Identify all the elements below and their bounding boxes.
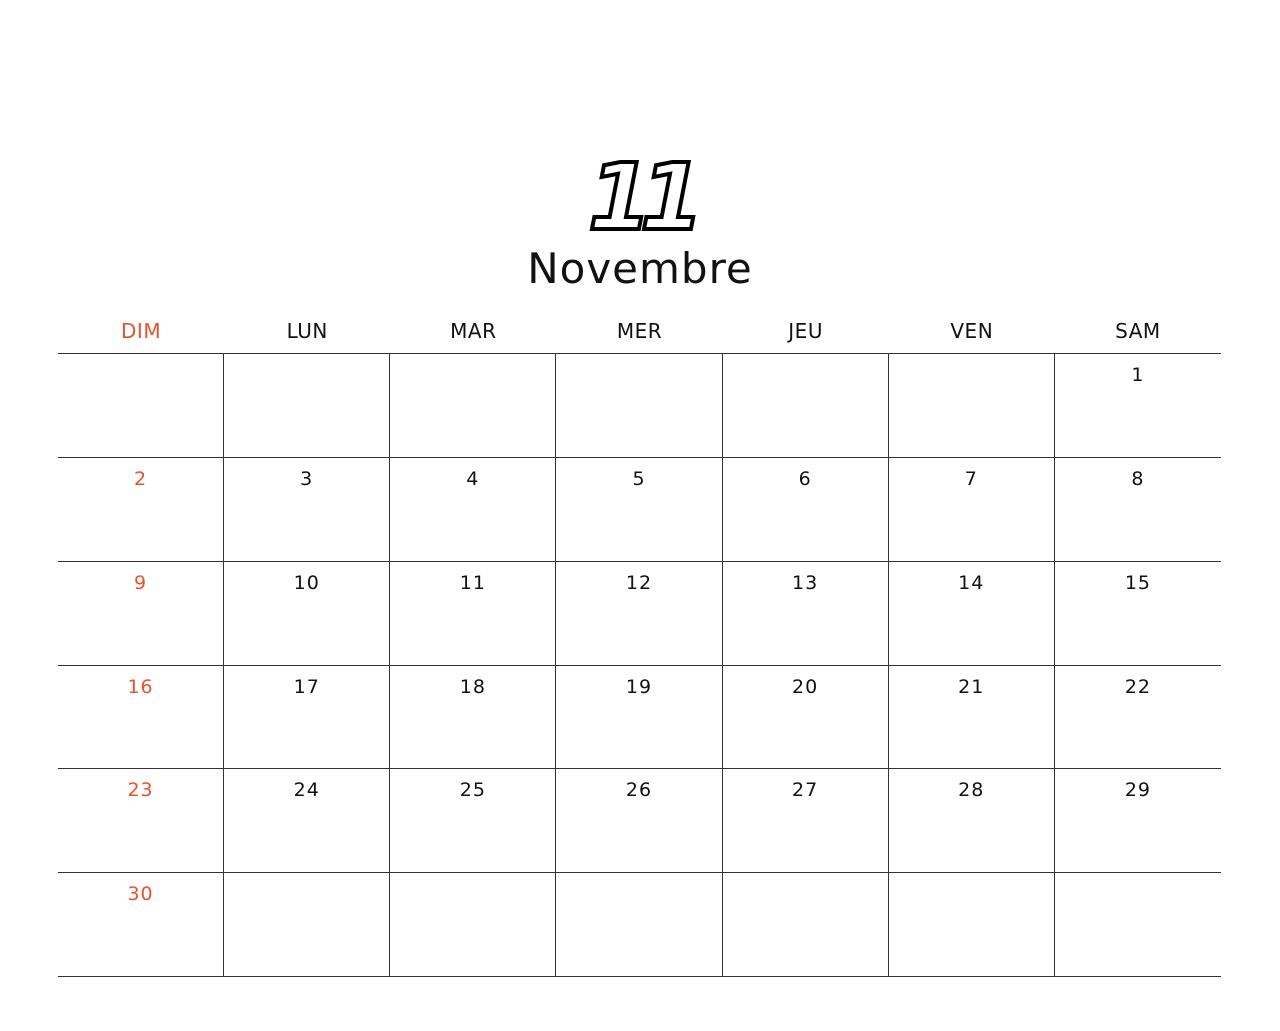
day-number: 26 — [625, 779, 653, 802]
day-cell[interactable] — [1055, 354, 1221, 458]
day-cell[interactable] — [58, 354, 224, 458]
weekday-saturday: SAM — [1115, 319, 1161, 343]
month-number: 11 — [587, 144, 693, 251]
day-cell[interactable] — [1055, 873, 1221, 977]
day-number: 12 — [625, 571, 653, 594]
day-number: 8 — [1131, 467, 1145, 490]
day-cell[interactable] — [723, 458, 889, 562]
day-number — [224, 873, 389, 883]
weekday-thursday: JEU — [788, 319, 823, 343]
day-cell[interactable] — [889, 769, 1055, 873]
day-number: 24 — [293, 779, 320, 802]
day-number: 11 — [459, 571, 486, 594]
day-cell[interactable] — [224, 873, 390, 977]
day-number — [556, 354, 721, 364]
day-cell[interactable] — [556, 458, 722, 562]
day-cell[interactable] — [58, 666, 224, 770]
day-number: 23 — [127, 779, 154, 802]
day-number: 29 — [1124, 779, 1151, 802]
day-number: 25 — [459, 779, 486, 802]
day-number: 18 — [459, 675, 486, 698]
day-cell[interactable] — [556, 769, 722, 873]
weekday-sunday: DIM — [121, 319, 162, 343]
day-cell[interactable] — [58, 873, 224, 977]
weekday-tuesday: MAR — [450, 319, 497, 343]
day-number: 19 — [625, 675, 653, 698]
weekday-wednesday: MER — [616, 319, 663, 343]
day-cell[interactable] — [723, 666, 889, 770]
day-cell[interactable] — [224, 562, 390, 666]
day-cell[interactable] — [556, 666, 722, 770]
day-number: 28 — [958, 779, 985, 802]
day-number: 10 — [293, 571, 320, 594]
weekday-header-row — [58, 314, 1221, 352]
day-number — [556, 873, 721, 883]
day-number: 1 — [1131, 364, 1145, 386]
day-number: 16 — [127, 675, 154, 698]
day-cell[interactable] — [58, 769, 224, 873]
day-cell[interactable] — [556, 562, 722, 666]
calendar-grid — [58, 353, 1221, 977]
day-cell[interactable] — [390, 562, 556, 666]
day-cell[interactable] — [390, 873, 556, 977]
day-cell[interactable] — [1055, 769, 1221, 873]
day-number — [889, 873, 1054, 883]
day-number: 5 — [632, 467, 646, 490]
day-number: 4 — [466, 467, 480, 490]
day-cell[interactable] — [723, 873, 889, 977]
day-cell[interactable] — [1055, 458, 1221, 562]
day-cell[interactable] — [723, 354, 889, 458]
day-cell[interactable] — [390, 354, 556, 458]
day-cell[interactable] — [390, 458, 556, 562]
day-number — [723, 354, 888, 364]
day-cell[interactable] — [889, 562, 1055, 666]
day-number — [224, 354, 389, 364]
day-number: 14 — [958, 571, 985, 594]
day-number: 15 — [1124, 571, 1151, 594]
day-number: 2 — [134, 467, 148, 490]
day-number — [889, 354, 1054, 364]
day-cell[interactable] — [556, 354, 722, 458]
weekday-monday: LUN — [286, 319, 328, 343]
day-number: 3 — [300, 467, 314, 490]
day-cell[interactable] — [58, 458, 224, 562]
day-cell[interactable] — [224, 666, 390, 770]
day-cell[interactable] — [1055, 562, 1221, 666]
day-cell[interactable] — [723, 769, 889, 873]
day-cell[interactable] — [1055, 666, 1221, 770]
day-cell[interactable] — [889, 873, 1055, 977]
month-title: Novembre — [527, 244, 753, 293]
day-number: 7 — [964, 467, 978, 490]
day-cell[interactable] — [889, 354, 1055, 458]
day-cell[interactable] — [390, 769, 556, 873]
day-number: 9 — [134, 571, 148, 594]
day-number: 13 — [792, 571, 819, 594]
day-number — [390, 873, 555, 883]
day-cell[interactable] — [723, 562, 889, 666]
day-number — [1055, 873, 1221, 883]
day-number — [723, 873, 888, 883]
day-cell[interactable] — [889, 458, 1055, 562]
day-number: 17 — [293, 675, 320, 698]
day-cell[interactable] — [224, 458, 390, 562]
day-cell[interactable] — [889, 666, 1055, 770]
day-cell[interactable] — [224, 769, 390, 873]
day-number: 27 — [792, 779, 819, 802]
day-number: 6 — [798, 467, 812, 490]
day-cell[interactable] — [224, 354, 390, 458]
day-number: 30 — [127, 883, 154, 906]
day-cell[interactable] — [58, 562, 224, 666]
day-number — [58, 354, 223, 364]
day-number: 20 — [792, 675, 819, 698]
day-number: 22 — [1124, 675, 1151, 698]
day-number: 21 — [958, 675, 985, 698]
weekday-friday: VEN — [950, 319, 994, 343]
day-number — [390, 354, 555, 364]
day-cell[interactable] — [390, 666, 556, 770]
day-cell[interactable] — [556, 873, 722, 977]
